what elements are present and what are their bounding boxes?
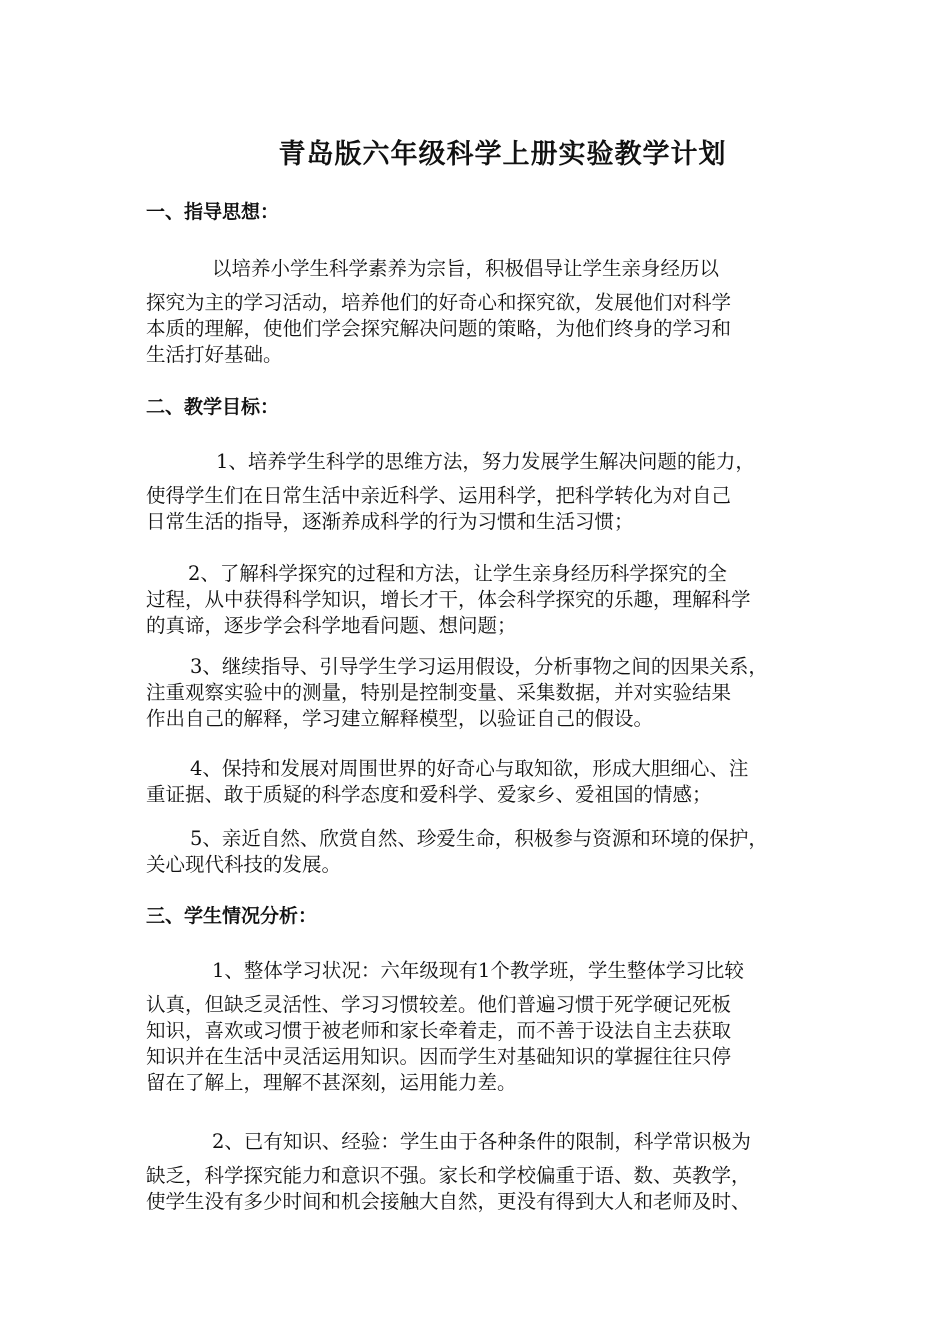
section-heading-guiding-thought: 一、指导思想：: [146, 201, 280, 223]
paragraph-line: 过程，从中获得科学知识，增长才干，体会科学探究的乐趣，理解科学: [146, 588, 751, 611]
paragraph-line: 探究为主的学习活动，培养他们的好奇心和探究欲，发展他们对科学: [146, 291, 732, 314]
paragraph-line: 知识并在生活中灵活运用知识。因而学生对基础知识的掌握往往只停: [146, 1045, 732, 1068]
paragraph-line: 的真谛，逐步学会科学地看问题、想问题；: [146, 614, 517, 637]
paragraph-line: 使学生没有多少时间和机会接触大自然，更没有得到大人和老师及时、: [146, 1190, 751, 1213]
paragraph-line: 3、继续指导、引导学生学习运用假设，分析事物之间的因果关系，: [190, 655, 768, 678]
paragraph-line: 缺乏，科学探究能力和意识不强。家长和学校偏重于语、数、英教学，: [146, 1164, 751, 1187]
paragraph: [146, 449, 808, 535]
paragraph-line: 4、保持和发展对周围世界的好奇心与取知欲，形成大胆细心、注: [190, 757, 749, 780]
paragraph: [146, 958, 808, 1096]
paragraph-line: 2、已有知识、经验：学生由于各种条件的限制，科学常识极为: [212, 1130, 751, 1153]
paragraph: [146, 826, 808, 878]
paragraph-line: 认真，但缺乏灵活性、学习习惯较差。他们普遍习惯于死学硬记死板: [146, 993, 732, 1016]
paragraph-line: 本质的理解，使他们学会探究解决问题的策略，为他们终身的学习和: [146, 317, 732, 340]
paragraph: [146, 1129, 808, 1215]
paragraph: [146, 256, 808, 368]
paragraph-line: 生活打好基础。: [146, 343, 283, 366]
section-heading-student-analysis: 三、学生情况分析：: [146, 905, 318, 927]
paragraph-line: 注重观察实验中的测量，特别是控制变量、采集数据，并对实验结果: [146, 681, 732, 704]
paragraph-line: 2、了解科学探究的过程和方法，让学生亲身经历科学探究的全: [188, 562, 727, 585]
section-heading-teaching-goals: 二、教学目标：: [146, 396, 280, 418]
paragraph-line: 1、培养学生科学的思维方法，努力发展学生解决问题的能力，: [216, 450, 755, 473]
paragraph-line: 日常生活的指导，逐渐养成科学的行为习惯和生活习惯；: [146, 510, 634, 533]
paragraph-line: 5、亲近自然、欣赏自然、珍爱生命，积极参与资源和环境的保护，: [190, 827, 768, 850]
paragraph-line: 以培养小学生科学素养为宗旨，积极倡导让学生亲身经历以: [212, 257, 720, 280]
paragraph-line: 使得学生们在日常生活中亲近科学、运用科学，把科学转化为对自己: [146, 484, 732, 507]
paragraph-line: 1、整体学习状况：六年级现有1个教学班，学生整体学习比较: [212, 959, 744, 982]
paragraph: [146, 756, 808, 808]
paragraph: [146, 561, 808, 639]
paragraph-line: 重证据、敢于质疑的科学态度和爱科学、爱家乡、爱祖国的情感；: [146, 783, 712, 806]
paragraph-line: 留在了解上，理解不甚深刻，运用能力差。: [146, 1071, 517, 1094]
paragraph-line: 作出自己的解释，学习建立解释模型，以验证自己的假设。: [146, 707, 654, 730]
paragraph-line: 知识，喜欢或习惯于被老师和家长牵着走，而不善于设法自主去获取: [146, 1019, 732, 1042]
paragraph-line: 关心现代科技的发展。: [146, 853, 342, 876]
document-title: 青岛版六年级科学上册实验教学计划: [278, 139, 727, 170]
paragraph: [146, 654, 808, 732]
